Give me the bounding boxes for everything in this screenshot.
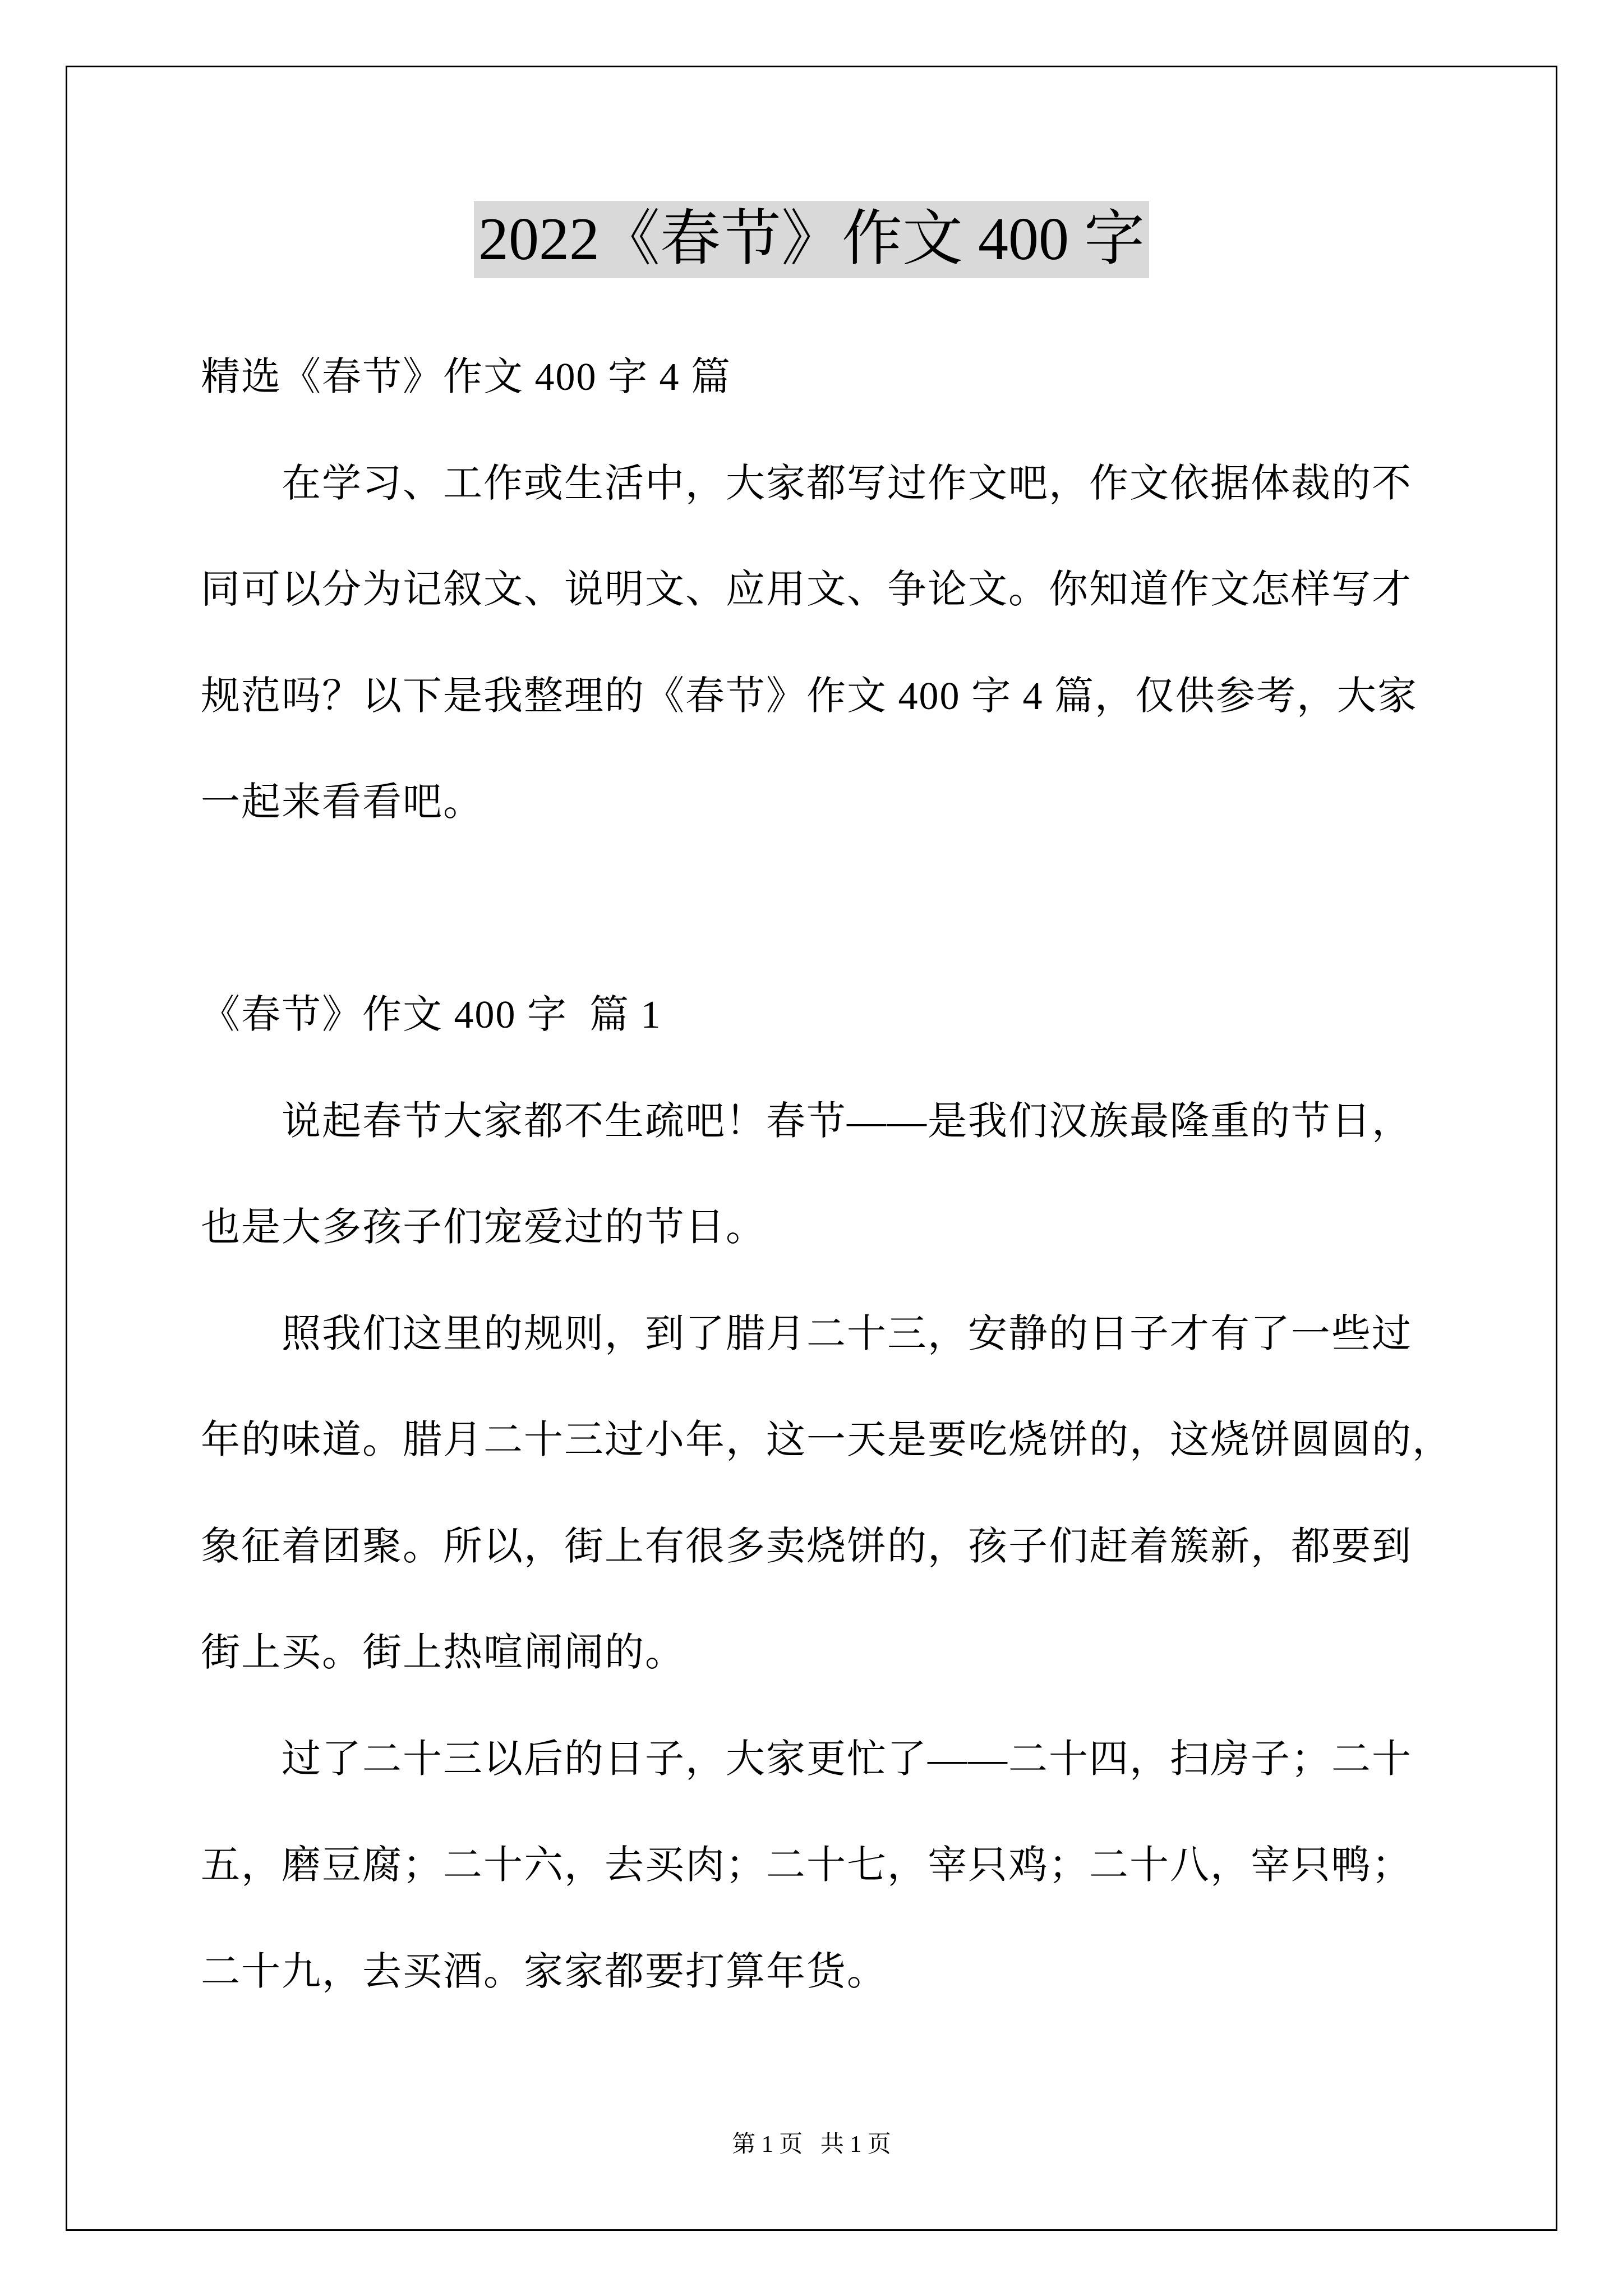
document-subtitle: 精选《春节》作文 400 字 4 篇	[201, 356, 731, 399]
section-paragraph	[201, 1069, 1536, 1281]
section-paragraph	[201, 1281, 1536, 1706]
paragraph-line: 过了二十三以后的日子，大家更忙了——二十四，扫房子；二十	[282, 1737, 1412, 1781]
paragraph-line: 年的味道。腊月二十三过小年，这一天是要吃烧饼的，这烧饼圆圆的，	[201, 1419, 1453, 1462]
paragraph-line: 象征着团聚。所以，街上有很多卖烧饼的，孩子们赶着簇新，都要到	[201, 1525, 1412, 1568]
paragraph-line: 也是大多孩子们宠爱过的节日。	[201, 1206, 766, 1249]
paragraph-line: 五，磨豆腐；二十六，去买肉；二十七，宰只鸡；二十八，宰只鸭；	[201, 1844, 1412, 1887]
intro-line: 规范吗？以下是我整理的《春节》作文 400 字 4 篇，仅供参考，大家	[201, 674, 1418, 718]
paragraph-line: 说起春节大家都不生疏吧！春节——是我们汉族最隆重的节日，	[282, 1099, 1412, 1143]
section-heading: 《春节》作文 400 字 篇 1	[201, 993, 662, 1037]
paragraph-line: 二十九，去买酒。家家都要打算年货。	[201, 1950, 887, 1994]
intro-paragraph	[201, 431, 1536, 856]
title-container	[0, 201, 1623, 278]
intro-line: 在学习、工作或生活中，大家都写过作文吧，作文依据体裁的不	[282, 462, 1412, 505]
page-number-footer: 第 1 页 共 1 页	[732, 2132, 891, 2157]
paragraph-line: 街上买。街上热喧闹闹的。	[201, 1631, 685, 1674]
document-title: 2022《春节》作文 400 字	[474, 201, 1149, 278]
blank-line	[201, 856, 1536, 963]
intro-line: 一起来看看吧。	[201, 781, 483, 824]
document-body	[201, 324, 1536, 2025]
paragraph-line: 照我们这里的规则，到了腊月二十三，安静的日子才有了一些过	[282, 1312, 1412, 1356]
section-paragraph	[201, 1706, 1536, 2026]
intro-line: 同可以分为记叙文、说明文、应用文、争论文。你知道作文怎样写才	[201, 568, 1412, 611]
